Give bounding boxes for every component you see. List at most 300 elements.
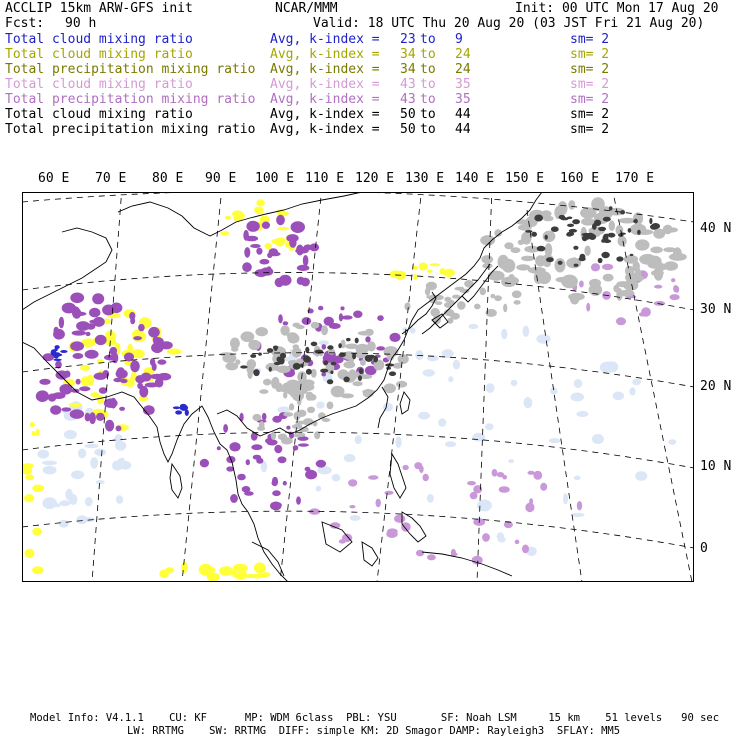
high-cloud-light [248,370,253,379]
high-cloud-light [257,426,265,431]
legend-k1: 50 [400,122,416,137]
upper-precip [96,413,105,421]
high-cloud-light [568,200,575,210]
high-cloud-light [274,367,287,372]
legend-sm: sm= 2 [570,32,610,47]
mid-cloud [32,566,43,574]
low-cloud-light [64,430,77,439]
legend-field: Total cloud mixing ratio [5,107,193,122]
upper-precip [259,259,269,265]
high-cloud-dark [305,347,309,353]
legend-to: to [420,47,436,62]
high-cloud-dark [651,223,660,229]
high-cloud-light [426,282,437,291]
lon-label: 70 E [95,171,127,186]
low-cloud-light [574,379,583,388]
high-cloud-light [255,327,268,336]
forecast-hour-label: Fcst: [5,16,45,31]
mid-cloud [255,207,264,215]
high-cloud-dark [269,367,272,372]
high-cloud-light [287,332,298,340]
high-cloud-dark [567,224,574,227]
upper-precip [116,426,122,432]
legend-to: to [420,32,436,47]
upper-precip [89,308,100,318]
low-cloud [54,348,57,351]
upper-precip [105,420,114,432]
upper-precip-light [470,492,478,499]
high-cloud-light [488,271,505,281]
low-cloud-light [592,434,604,444]
upper-precip-light [529,498,533,504]
low-cloud [53,353,58,359]
upper-precip [250,244,261,248]
high-cloud-light [512,291,522,299]
mid-cloud [400,274,404,279]
low-cloud-light [78,449,86,459]
upper-precip [130,360,140,372]
low-cloud-light [332,474,341,481]
upper-precip [289,238,296,248]
high-cloud-light [511,247,521,253]
high-cloud-dark [267,348,273,353]
high-cloud-dark [628,228,632,233]
high-cloud-light [259,389,268,394]
upper-precip-light [414,462,422,469]
upper-precip [145,383,159,388]
mid-cloud [90,392,99,397]
upper-precip-light [349,505,355,508]
init-time: Init: 00 UTC Mon 17 Aug 20 [515,1,719,16]
high-cloud-dark [343,377,349,383]
forecast-map [22,192,694,582]
mid-cloud [430,263,440,266]
upper-precip-light [348,479,357,486]
upper-precip-light [577,501,582,510]
lat-label: 30 N [700,302,732,317]
upper-precip [304,244,313,250]
upper-precip [262,222,270,229]
upper-precip [62,303,76,314]
upper-precip [92,293,104,304]
low-cloud-light [445,441,456,447]
low-cloud-light [477,500,492,512]
upper-precip-light [522,545,529,554]
legend-k2: 24 [455,47,471,62]
upper-precip [200,459,209,468]
high-cloud-light [231,347,238,352]
high-cloud-light [363,389,374,398]
upper-precip [246,221,259,232]
high-cloud-dark [630,254,634,256]
low-cloud-light [350,515,361,521]
high-cloud-dark [253,369,259,376]
low-cloud-light [38,450,50,459]
high-cloud-dark [311,342,318,347]
high-cloud-light [663,225,673,235]
low-cloud [173,406,181,409]
low-cloud-light [453,360,460,370]
upper-precip-light [586,303,590,312]
map-background [22,192,694,582]
low-cloud-light [116,495,123,504]
high-cloud-dark [331,362,337,366]
mid-cloud [238,214,246,217]
legend-row [0,62,740,77]
mid-cloud [209,577,219,581]
high-cloud-dark [603,217,611,222]
upper-precip-light [482,533,490,542]
high-cloud-dark [338,343,342,348]
upper-precip-light [401,522,411,531]
upper-precip [266,439,277,445]
high-cloud-dark [240,365,247,368]
model-info-line-2: LW: RRTMG SW: RRTMG DIFF: simple KM: 2D Smagor DAMP: Rayleigh3 SFLAY: MM5 [127,725,621,737]
high-cloud-light [398,354,409,364]
upper-precip [318,306,323,311]
high-cloud-dark [649,218,652,224]
lon-label: 140 E [455,171,495,186]
high-cloud-light [235,359,240,364]
high-cloud-light [252,414,261,421]
high-cloud-light [502,259,516,273]
legend-k1: 43 [400,77,416,92]
upper-precip-light [467,481,476,485]
high-cloud-light [613,285,619,293]
upper-precip [61,407,71,411]
upper-precip [230,494,238,503]
high-cloud-dark [525,230,532,233]
legend-field: Total precipitation mixing ratio [5,122,256,137]
high-cloud-dark [546,257,554,262]
high-cloud-dark [330,371,333,375]
upper-precip [129,312,135,320]
legend-field: Total cloud mixing ratio [5,32,193,47]
upper-precip-light [499,486,510,493]
low-cloud-light [600,362,615,374]
low-cloud-light [410,327,416,333]
mid-cloud [69,403,82,407]
upper-precip [135,375,145,383]
high-cloud-dark [601,239,605,243]
upper-precip-light [654,285,662,289]
upper-precip [291,221,305,233]
upper-precip [256,458,263,464]
high-cloud-light [321,325,328,335]
lat-label: 40 N [700,221,732,236]
upper-precip [305,467,311,472]
high-cloud-light [294,434,303,438]
high-cloud-light [651,270,664,276]
high-cloud-dark [327,345,333,349]
upper-precip [94,373,107,380]
high-cloud-light [633,261,640,271]
upper-precip [340,306,344,310]
lon-label: 100 E [255,171,295,186]
high-cloud-light [636,276,644,282]
valid-time: Valid: 18 UTC Thu 20 Aug 20 (03 JST Fri 21 Aug 20) [313,16,705,31]
legend-k2: 35 [455,77,471,92]
low-cloud-light [570,393,584,402]
high-cloud-light [480,288,486,296]
legend-avg: Avg, k-index = [270,92,380,107]
legend-k1: 34 [400,62,416,77]
upper-precip [148,327,160,338]
mid-cloud [36,429,40,436]
mid-cloud [261,572,270,577]
low-cloud-light [563,493,568,504]
upper-precip-light [423,474,429,481]
high-cloud-dark [537,247,542,251]
lat-label: 0 [700,541,708,556]
high-cloud-light [293,323,301,328]
high-cloud-light [345,344,358,350]
high-cloud-dark [358,375,362,381]
lon-label: 130 E [405,171,445,186]
upper-precip-light [579,281,584,288]
mid-cloud [81,376,91,386]
high-cloud-light [494,295,502,301]
legend-field: Total precipitation mixing ratio [5,62,256,77]
low-cloud-light [396,437,402,448]
mid-cloud [256,199,265,206]
upper-precip [116,367,125,378]
mid-cloud [225,216,231,219]
low-cloud-light [668,439,676,445]
low-cloud-light [316,402,324,409]
upper-precip [70,409,84,419]
high-cloud-light [222,353,236,363]
upper-precip-light [515,540,520,545]
organization: NCAR/MMM [275,1,338,16]
upper-precip [229,442,240,451]
upper-precip [36,390,49,402]
upper-precip-light [602,264,613,270]
mid-cloud [390,270,402,277]
upper-precip [85,350,99,359]
mid-cloud [167,349,182,355]
legend-avg: Avg, k-index = [270,122,380,137]
upper-precip-light [616,317,626,325]
upper-precip [296,496,301,504]
high-cloud-light [618,236,627,247]
high-cloud-light [663,247,676,252]
low-cloud-light [355,435,362,444]
high-cloud-dark [633,220,636,223]
legend-k2: 35 [455,92,471,107]
legend-avg: Avg, k-index = [270,62,380,77]
high-cloud-light [295,381,303,390]
high-cloud-dark [559,215,566,219]
high-cloud-dark [274,346,278,351]
upper-precip-light [402,465,408,470]
upper-precip [237,474,246,481]
mid-cloud [97,359,104,364]
low-cloud-light [524,397,533,408]
high-cloud-light [281,437,293,444]
high-cloud-light [311,369,317,378]
low-cloud-light [523,326,530,337]
mid-cloud [30,422,35,427]
legend-avg: Avg, k-index = [270,77,380,92]
upper-precip [329,323,341,329]
upper-precip [286,426,290,430]
low-cloud-light [112,460,123,470]
upper-precip [217,446,221,450]
lon-label: 80 E [152,171,184,186]
upper-precip [160,341,173,349]
lon-label: 120 E [355,171,395,186]
mid-cloud [80,365,90,371]
upper-precip [272,416,282,423]
upper-precip [302,317,312,325]
upper-precip [52,392,65,399]
high-cloud-light [648,256,662,268]
mid-cloud [32,431,36,436]
upper-precip-light [427,554,436,560]
upper-precip-light [368,475,378,480]
high-cloud-dark [598,258,603,263]
upper-precip [342,315,353,319]
upper-precip [376,346,385,350]
high-cloud-light [508,274,514,281]
mid-cloud [413,274,418,280]
mid-cloud [238,570,247,579]
upper-precip [120,379,127,383]
upper-precip [298,443,309,446]
legend-row [0,47,740,62]
low-cloud-light [549,438,560,443]
legend-to: to [420,77,436,92]
upper-precip-light [540,483,547,491]
high-cloud-light [514,300,521,305]
high-cloud-light [584,246,590,256]
low-cloud-light [511,380,518,386]
upper-precip [133,336,142,340]
high-cloud-dark [314,350,323,354]
high-cloud-light [263,379,271,386]
legend-k1: 43 [400,92,416,107]
lon-label: 150 E [505,171,545,186]
upper-precip [278,456,287,463]
mid-cloud [265,243,273,249]
upper-precip [377,315,384,321]
high-cloud-dark [531,232,537,237]
high-cloud-dark [306,369,312,375]
high-cloud-light [307,407,315,413]
upper-precip [272,502,282,508]
upper-precip [272,477,278,486]
mid-cloud [440,268,446,275]
high-cloud-dark [545,235,548,240]
upper-precip [139,386,148,398]
high-cloud-dark [279,358,285,365]
upper-precip [39,379,50,385]
high-cloud-dark [601,252,609,258]
model-info-line-1: Model Info: V4.1.1 CU: KF MP: WDM 6class PBL: YSU SF: Noah LSM 15 km 51 levels 90 sec [30,712,720,724]
upper-precip [50,405,61,415]
upper-precip [296,245,304,256]
legend-k2: 44 [455,122,471,137]
high-cloud-dark [620,233,626,235]
high-cloud-light [360,359,366,365]
upper-precip [269,248,279,256]
legend-to: to [420,92,436,107]
high-cloud-dark [573,246,578,250]
upper-precip [244,491,254,496]
mid-cloud [181,562,188,573]
low-cloud-light [71,470,84,479]
high-cloud-light [555,258,566,272]
upper-precip [150,358,155,366]
upper-precip [293,445,299,450]
mid-cloud [277,227,289,230]
upper-precip-light [671,278,675,282]
low-cloud-light [508,459,514,463]
legend-avg: Avg, k-index = [270,32,380,47]
low-cloud-light [536,334,550,343]
mid-cloud [277,238,286,244]
upper-precip-light [591,263,600,271]
lon-label: 170 E [615,171,655,186]
upper-precip [76,321,90,331]
high-cloud-light [625,272,638,282]
legend-sm: sm= 2 [570,47,610,62]
upper-precip-light [376,499,381,508]
upper-precip-light [639,312,646,316]
upper-precip [157,359,166,364]
high-cloud-dark [558,261,563,265]
low-cloud [175,410,182,414]
upper-precip [59,317,64,329]
legend-field: Total cloud mixing ratio [5,47,193,62]
upper-precip [157,373,171,381]
high-cloud-light [343,361,355,368]
upper-precip-light [384,491,393,495]
high-cloud-light [353,381,363,386]
upper-precip-light [533,471,542,480]
legend-row [0,107,740,122]
high-cloud-light [241,331,255,342]
upper-precip-light [654,301,666,306]
legend-sm: sm= 2 [570,62,610,77]
low-cloud-light [427,494,434,503]
high-cloud-light [503,304,507,313]
legend-k2: 44 [455,107,471,122]
high-cloud-dark [250,354,255,358]
upper-precip [256,248,262,255]
high-cloud-dark [280,353,286,359]
high-cloud-dark [346,338,351,341]
mid-cloud [32,528,42,536]
high-cloud-light [558,201,568,215]
legend-k2: 9 [455,32,463,47]
low-cloud-light [114,434,122,443]
high-cloud-light [521,232,531,245]
legend-k1: 23 [400,32,416,47]
low-cloud-light [42,497,57,509]
high-cloud-dark [389,371,396,376]
upper-precip [119,407,125,411]
mid-cloud [97,395,104,404]
high-cloud-light [393,363,403,369]
low-cloud-light [629,387,635,395]
mid-cloud [254,562,266,573]
mid-cloud [220,231,229,235]
upper-precip [316,460,326,468]
legend-sm: sm= 2 [570,92,610,107]
upper-precip [73,353,84,359]
